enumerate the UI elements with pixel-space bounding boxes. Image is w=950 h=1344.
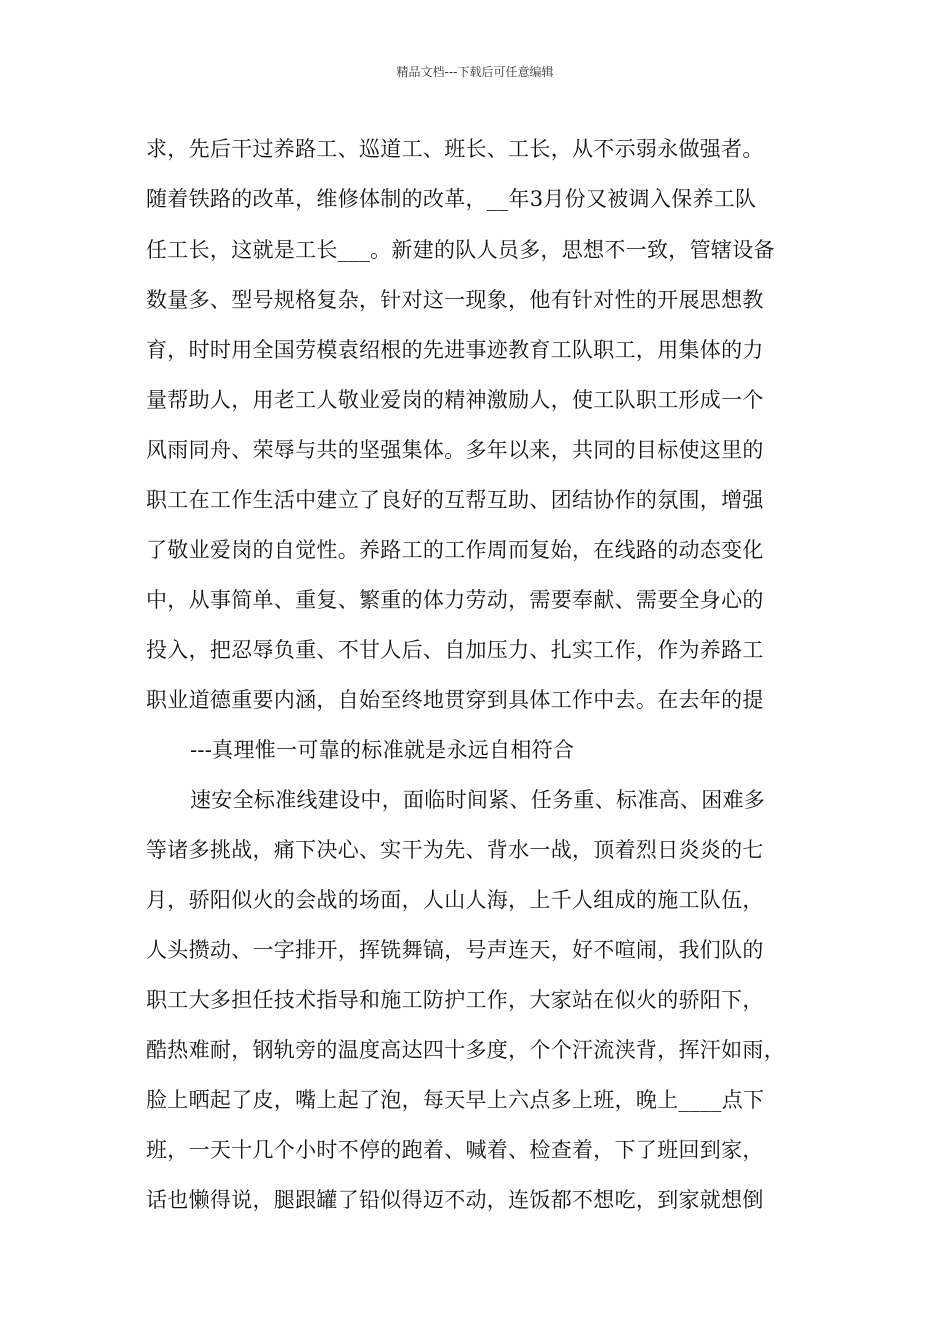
text-line: 职工在工作生活中建立了良好的互帮互助、团结协作的氛围，增强 (146, 488, 764, 512)
text-line: 风雨同舟、荣辱与共的坚强集体。多年以来，共同的目标使这里的 (146, 438, 764, 462)
text-line: 酷热难耐，钢轨旁的温度高达四十多度，个个汗流浃背，挥汗如雨， (146, 1038, 785, 1062)
text-line: 职工大多担任技术指导和施工防护工作，大家站在似火的骄阳下， (146, 988, 764, 1012)
paragraph-first-line: 速安全标准线建设中，面临时间紧、任务重、标准高、困难多 (190, 788, 766, 812)
text-line: 话也懒得说，腿跟罐了铅似得迈不动，连饭都不想吃，到家就想倒 (146, 1188, 764, 1212)
text-line: 育，时时用全国劳模袁绍根的先进事迹教育工队职工，用集体的力 (146, 338, 764, 362)
text-line: 中，从事简单、重复、繁重的体力劳动，需要奉献、需要全身心的 (146, 588, 764, 612)
text-line: 职业道德重要内涵，自始至终地贯穿到具体工作中去。在去年的提 (146, 688, 764, 712)
text-line: 了敬业爱岗的自觉性。养路工的工作周而复始，在线路的动态变化 (146, 538, 764, 562)
text-line: 随着铁路的改革，维修体制的改革，__年3月份又被调入保养工队 (146, 187, 757, 211)
quote-line: ---真理惟一可靠的标准就是永远自相符合 (190, 738, 575, 762)
text-line: 量帮助人，用老工人敬业爱岗的精神激励人，使工队职工形成一个 (146, 388, 764, 412)
text-line: 求，先后干过养路工、巡道工、班长、工长，从不示弱永做强者。 (146, 137, 764, 161)
text-line: 等诸多挑战，痛下决心、实干为先、背水一战，顶着烈日炎炎的七 (146, 838, 764, 862)
text-line: 班，一天十几个小时不停的跑着、喊着、检查着，下了班回到家， (146, 1138, 764, 1162)
text-line: 月，骄阳似火的会战的场面，人山人海，上千人组成的施工队伍， (146, 888, 764, 912)
text-line: 人头攒动、一字排开，挥铣舞镐，号声连天，好不喧闹，我们队的 (146, 938, 764, 962)
page-header: 精品文档---下载后可任意编辑 (396, 65, 554, 79)
text-line: 投入，把忍辱负重、不甘人后、自加压力、扎实工作，作为养路工 (146, 638, 764, 662)
text-line: 脸上晒起了皮，嘴上起了泡，每天早上六点多上班，晚上____点下 (146, 1088, 765, 1112)
text-line: 数量多、型号规格复杂，针对这一现象，他有针对性的开展思想教 (146, 288, 764, 312)
text-line: 任工长，这就是工长___。新建的队人员多，思想不一致，管辖设备 (146, 238, 775, 262)
